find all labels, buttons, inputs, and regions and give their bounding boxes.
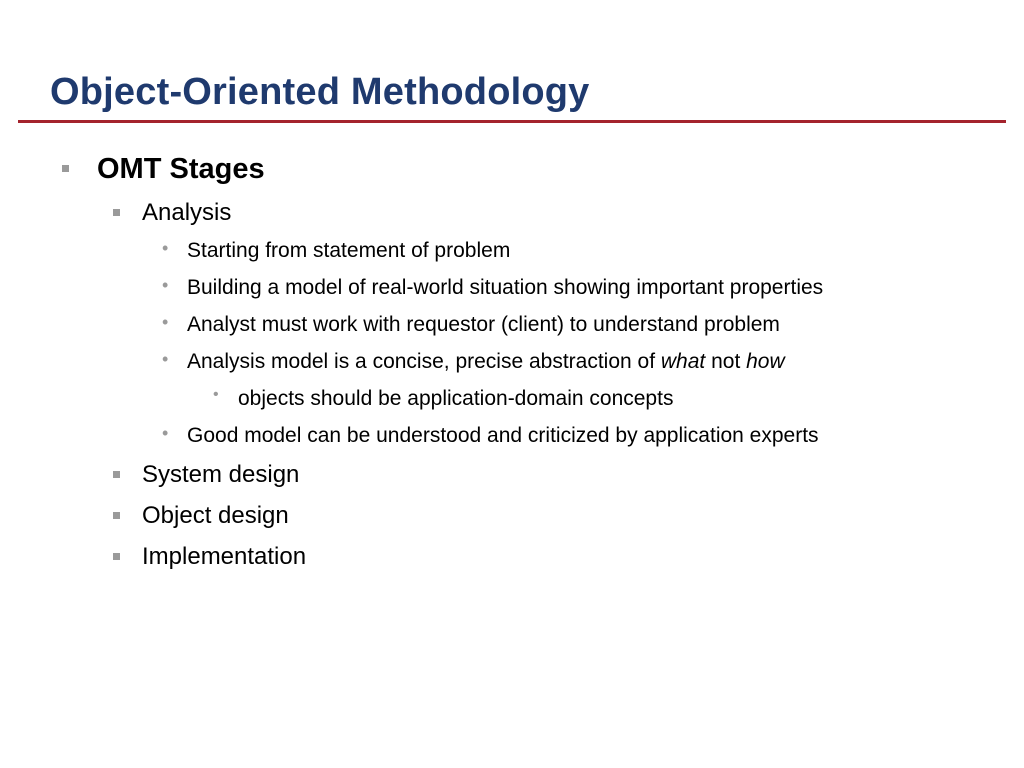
stage-object-design-label: Object design <box>142 502 289 529</box>
analysis-point: Building a model of real-world situation showing important properties <box>187 276 824 299</box>
square-bullet-icon <box>113 209 120 216</box>
dot-bullet-icon: • <box>162 349 169 369</box>
abstraction-prefix: Analysis model is a concise, precise abstraction of <box>187 350 661 373</box>
stage-analysis-label: Analysis <box>142 199 232 226</box>
dot-bullet-icon: • <box>162 275 169 295</box>
dot-bullet-icon: • <box>162 238 169 258</box>
abstraction-middle: not <box>705 350 747 373</box>
analysis-abstraction-point <box>187 349 785 375</box>
analysis-point: Analyst must work with requestor (client) to understand problem <box>187 313 780 336</box>
dot-bullet-icon: • <box>162 423 169 443</box>
emphasis-how: how <box>746 350 785 373</box>
dot-bullet-icon: • <box>162 312 169 332</box>
analysis-sub-point: objects should be application-domain concepts <box>238 387 674 410</box>
square-bullet-icon <box>62 165 69 172</box>
square-bullet-icon <box>113 471 120 478</box>
square-bullet-icon <box>113 553 120 560</box>
title-divider <box>18 120 1006 123</box>
analysis-point: Good model can be understood and criticized by application experts <box>187 424 819 447</box>
dot-bullet-icon: • <box>213 386 219 403</box>
emphasis-what: what <box>660 350 706 373</box>
stages-heading: OMT Stages <box>97 153 265 185</box>
stage-system-design-label: System design <box>142 461 300 488</box>
analysis-point: Starting from statement of problem <box>187 239 511 262</box>
square-bullet-icon <box>113 512 120 519</box>
slide-title: Object-Oriented Methodology <box>50 71 590 113</box>
stage-implementation-label: Implementation <box>142 543 307 570</box>
